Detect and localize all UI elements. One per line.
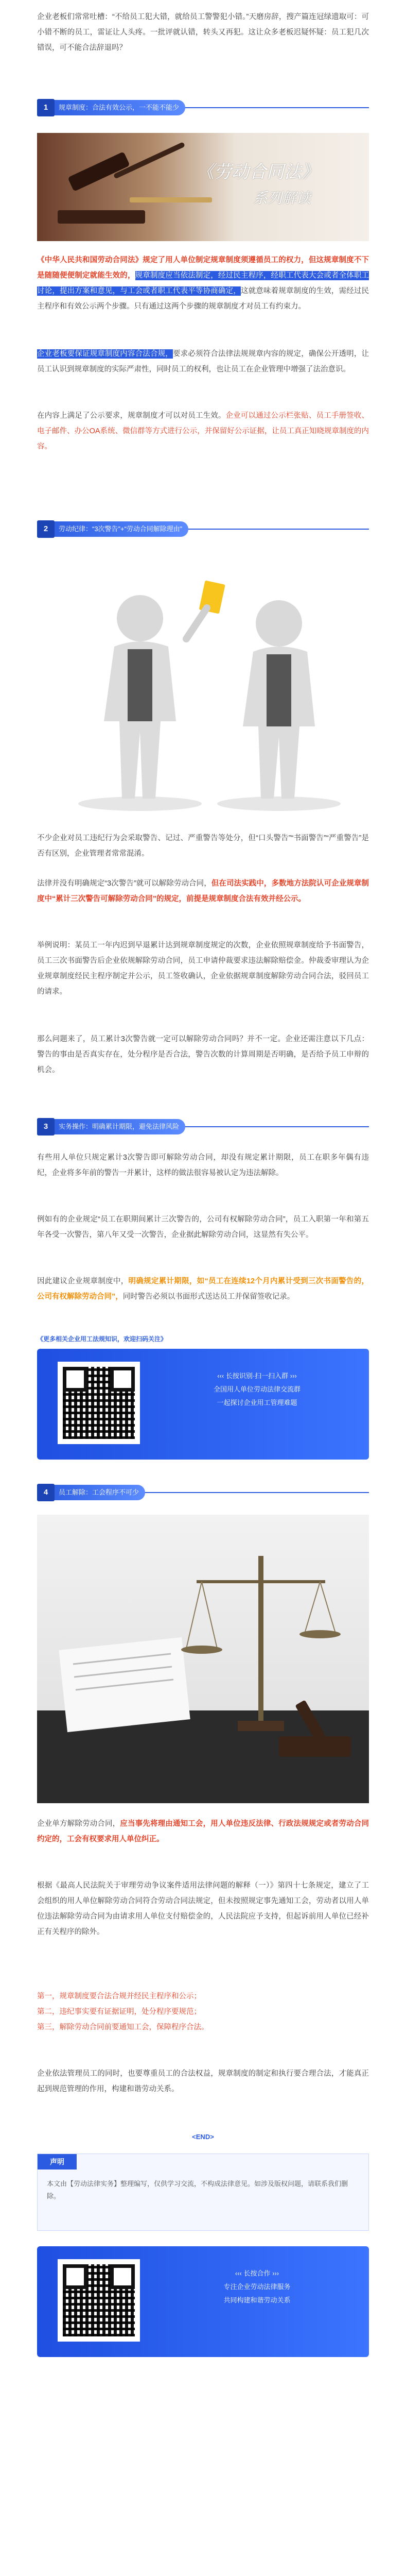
p10-tail: 同时警告必须以书面形式送达员工并保留签收记录。 xyxy=(122,1293,295,1301)
section-number: 2 xyxy=(37,520,55,538)
paragraph-6: 举例说明：某员工一年内迟到早退累计达到规章制度规定的次数，企业依照规章制度给予书面警告，员工三次书面警告后企业依规解除劳动合同，员工申请仲裁要求违法解除赔偿金。仲裁委审理认为企业规章制度经民主程序制定并公示，员工签收确认，企业依据规章制度解除劳动合同合法，驳回员工的请求。 xyxy=(37,941,369,996)
section-title: 实务操作：明确累计期限，避免法律风险 xyxy=(37,1119,185,1134)
paragraph-2 xyxy=(37,346,369,377)
qr-pattern xyxy=(63,1367,135,1439)
qr-line-1: ‹‹‹ 长按识别·扫一扫入群 ››› xyxy=(217,1372,297,1380)
gavel-illustration xyxy=(37,133,369,241)
paragraph-9: 例如有的企业规定“员工在职期间累计三次警告的，公司有权解除劳动合同”，员工入职第一年和第五年各受一次警告，第八年又受一次警告，企业据此解除劳动合同，这显然有失公平。 xyxy=(37,1215,369,1239)
paragraph-5 xyxy=(37,876,369,907)
qr-code-image[interactable] xyxy=(58,1362,140,1444)
intro-paragraph: 企业老板们常常吐槽：“不给员工犯大错，就给员工警警犯小错。”天磨房辞，搜产篇连冠绿遗取可：可小错不断的员工，雷证让人头疼。一批评就认错，转头又再犯。这让众多老板迟疑怀疑：员工犯几次错误，可不能合法辞退吗？ xyxy=(37,13,369,52)
qr-card-text xyxy=(155,1369,359,1410)
p10-orange: 明确规定累计期限，如“员工在连续12个月内累计受到三次书面警告的，公司有权解除劳动合同”， xyxy=(37,1277,369,1301)
notice-box xyxy=(37,2154,369,2231)
notice-title: 声明 xyxy=(38,2154,77,2170)
qr2-line-3: 共同构建和谐劳动关系 xyxy=(223,2296,291,2304)
scales-image xyxy=(37,1515,369,1803)
section-header-2 xyxy=(37,520,369,538)
section-header-4 xyxy=(37,1484,369,1501)
qr-pattern xyxy=(63,2264,135,2336)
p10-lead: 因此建议企业规章制度中， xyxy=(37,1277,129,1285)
section-number: 1 xyxy=(37,99,55,116)
p3-red-2: 并保留好公示证据，让员工真正知晓规章制度的内容。 xyxy=(37,427,369,451)
p2-highlight: 企业老板要保证规章制度内容合法合规， xyxy=(37,350,173,358)
scales-of-justice-illustration xyxy=(37,1515,369,1803)
qr-line-2: 全国用人单位劳动法律交流群 xyxy=(213,1385,301,1393)
qr-card-group xyxy=(37,1349,369,1460)
section-title: 规章制度：合法有效公示，一不能不能少 xyxy=(37,100,185,115)
qr-card-group-2 xyxy=(37,2246,369,2357)
notice-body: 本文由【劳动法律实务】整理编写，仅供学习交流，不构成法律意见。如涉及版权问题，请联系我们删除。 xyxy=(47,2180,348,2200)
p13-point-3: 第三，解除劳动合同前要通知工会，保障程序合法。 xyxy=(37,2023,209,2031)
p11-red: 应当事先将理由通知工会，用人单位违反法律、行政法规规定或者劳动合同约定的，工会有权要求用人单位纠正。 xyxy=(37,1820,369,1843)
p1-highlight: 规章制度应当依法制定，经过民主程序，经职工代表大会或者全体职工讨论，提出方案和意见，与工会或者职工代表平等协商确定， xyxy=(37,272,369,295)
p3-red: 企业可以通过公示栏张贴、员工手册签收、电子邮件、办公OA系统、微信群等方式进行公示， xyxy=(37,412,369,435)
p13-point-2: 第二，违纪事实要有证据证明，处分程序要规范； xyxy=(37,2008,201,2016)
qr-card-text-2 xyxy=(155,2267,359,2307)
qr2-line-2: 专注企业劳动法律服务 xyxy=(223,2283,291,2291)
banner-title: 《劳动合同法》 xyxy=(197,163,319,182)
qr-code-image-2[interactable] xyxy=(58,2259,140,2342)
paragraph-8: 有些用人单位只规定累计3次警告即可解除劳动合同，却没有规定累计期限，员工在职多年偶有违纪，企业将多年前的警告一并累计，这样的做法很容易被认定为违法解除。 xyxy=(37,1154,369,1177)
p5-red: 但在司法实践中，多数地方法院认可企业规章制度中“累计三次警告可解除劳动合同”的规定，前提是规章制度合法有效并经公示。 xyxy=(37,879,369,903)
section-title: 员工解除：工会程序不可少 xyxy=(37,1485,145,1500)
section-header-3 xyxy=(37,1118,369,1136)
section-header-1 xyxy=(37,99,369,116)
qr-caption: 《更多相关企业用工法规知识，欢迎扫码关注》 xyxy=(37,1335,167,1343)
p11-lead: 企业单方解除劳动合同， xyxy=(37,1820,120,1828)
paragraph-3 xyxy=(37,408,369,454)
figures-illustration xyxy=(37,551,369,819)
qr-line-3: 一起探讨企业用工管理难题 xyxy=(217,1399,297,1406)
qr2-line-1: ‹‹‹ 长按合作 ››› xyxy=(235,2269,279,2277)
p5-lead: 法律并没有明确规定“3次警告”就可以解除劳动合同， xyxy=(37,879,211,888)
section-number: 4 xyxy=(37,1484,55,1501)
end-marker: <END> xyxy=(192,2133,214,2141)
section-title: 劳动纪律：“3次警告”+“劳动合同解除理由” xyxy=(37,521,188,537)
banner-image xyxy=(37,133,369,241)
paragraph-14: 企业依法管理员工的同时，也要尊重员工的合法权益，规章制度的制定和执行要合理合法，才能真正起到规范管理的作用，构建和谐劳动关系。 xyxy=(37,2070,369,2093)
p2-tail: 要求必须符合法律法规规章内容的规定，确保公开透明，让员工认识到规章制度的实际严肃性，同时员工的权利，也让员工在企业管理中增强了法治意识。 xyxy=(37,350,369,374)
section-number: 3 xyxy=(37,1118,55,1136)
p1-lead: 《中华人民共和国劳动合同法》规定了用人单位制定规章制度须遵循员工的权力，但这规章制度不下是随随便便制定就能生效的， xyxy=(37,256,369,280)
card-figures-image xyxy=(37,551,369,819)
p1-tail: 这就意味着规章制度的生效，需经过民主程序和有效公示两个步骤。只有通过这两个步骤的规章制度才对员工有约束力。 xyxy=(37,287,369,311)
paragraph-13 xyxy=(37,1989,369,2035)
banner-subtitle: 系列解读 xyxy=(253,191,311,207)
p3-lead: 在内容上满足了公示要求，规章制度才可以对员工生效。 xyxy=(37,412,226,420)
paragraph-12: 根据《最高人民法院关于审理劳动争议案件适用法律问题的解释（一）》第四十七条规定，建立了工会组织的用人单位解除劳动合同符合劳动合同法规定，但未按照规定事先通知工会，劳动者以用人单位违法解除劳动合同为由请求用人单位支付赔偿金的，人民法院应予支持，但起诉前用人单位已经补正有关程序的除外。 xyxy=(37,1882,369,1936)
paragraph-10 xyxy=(37,1274,369,1304)
paragraph-7: 那么问题来了，员工累计3次警告就一定可以解除劳动合同吗？并不一定。企业还需注意以下几点：警告的事由是否真实存在，处分程序是否合法，警告次数的计算周期是否明确，是否给予员工申辩的机会。 xyxy=(37,1035,369,1074)
paragraph-1 xyxy=(37,252,369,314)
paragraph-4: 不少企业对员工违纪行为会采取警告、记过、严重警告等处分，但“口头警告”“书面警告”“严重警告”是否有区别，企业管理者常常混淆。 xyxy=(37,834,369,858)
p13-point-1: 第一，规章制度要合法合规并经民主程序和公示； xyxy=(37,1992,201,2001)
paragraph-11 xyxy=(37,1816,369,1847)
